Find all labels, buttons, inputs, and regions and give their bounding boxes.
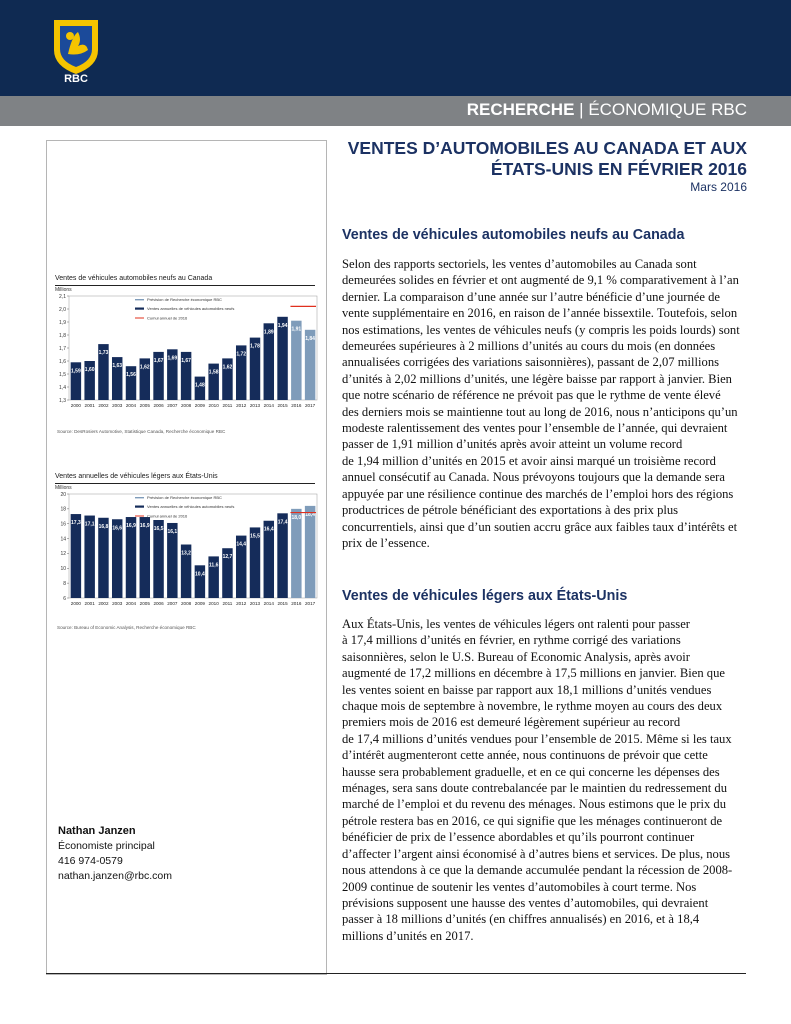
author-block xyxy=(58,824,172,884)
legend-label-history: Ventes annuelles de véhicules automobiles neufs xyxy=(147,504,235,509)
x-tick-label: 2001 xyxy=(84,601,95,606)
x-tick-label: 2004 xyxy=(125,403,137,408)
data-label: 1,63 xyxy=(112,363,123,370)
x-tick-label: 2016 xyxy=(291,601,302,606)
rbc-logo xyxy=(48,16,104,84)
bar xyxy=(195,565,205,598)
body-line: productrices de pétrole bénéficiant des exportations à des prix plus xyxy=(342,503,679,518)
data-label: 17,4 xyxy=(277,519,288,526)
data-label: 1,59 xyxy=(71,368,81,375)
legend-label-ytd: Cumul annuel de 2016 xyxy=(147,315,188,321)
data-label: 1,73 xyxy=(98,350,109,357)
data-label: 1,91 xyxy=(291,326,302,333)
body-line: premiers mois de 2016 est demeuré légèrement supérieur au record xyxy=(342,715,681,730)
x-tick-label: 2007 xyxy=(167,601,178,606)
body-line: concurrentiels, ainsi que d’un soutien accru grâce aux faibles taux d’intérêts et xyxy=(342,519,738,534)
x-tick-label: 2003 xyxy=(112,601,123,606)
legend-label-forecast: Prévision de Recherche économique RBC xyxy=(147,297,222,302)
bar xyxy=(291,509,301,598)
body-line: appuyée par une résilience continue des marchés de l’emploi hors des régions xyxy=(342,486,734,501)
legend-label-history: Ventes annuelles de véhicules automobiles neufs xyxy=(147,306,235,311)
y-tick-label: 1,7 xyxy=(59,345,66,352)
data-label: 14,4 xyxy=(236,541,247,548)
chart1-plot xyxy=(55,292,320,414)
body-line: hausse sera probablement graduelle, et en ce qui concerne les dépenses des xyxy=(342,764,720,779)
data-label: 1,60 xyxy=(84,367,95,373)
body-line: vente supplémentaire en 2016, en raison de l’année bissextile. Toutefois, selon xyxy=(342,306,738,321)
data-label: 11,6 xyxy=(208,562,219,569)
data-label: 13,2 xyxy=(181,550,191,557)
x-tick-label: 2009 xyxy=(194,601,206,606)
x-tick-label: 2013 xyxy=(249,601,261,606)
y-tick-label: 2,1 xyxy=(59,293,66,300)
x-tick-label: 2010 xyxy=(208,601,219,606)
x-tick-label: 2008 xyxy=(180,601,192,606)
x-tick-label: 2014 xyxy=(263,403,274,408)
x-tick-label: 2004 xyxy=(125,601,137,606)
body-line: des derniers mois se maintienne tout au long de 2016, nous n’anticipons qu’un xyxy=(342,404,738,419)
logo-text: RBC xyxy=(64,73,88,84)
body-line: saisonnières, selon le U.S. Bureau of Economic Analysis, après avoir xyxy=(342,649,691,664)
section2-heading: Ventes de véhicules légers aux États-Unis xyxy=(342,588,628,604)
data-label: 1,62 xyxy=(139,364,150,371)
body-line: d’intérêt augmenteront cette année, nous continuons de prévoir que cette xyxy=(342,748,708,763)
author-phone: 416 974-0579 xyxy=(58,855,123,867)
x-tick-label: 2013 xyxy=(249,403,261,408)
y-tick-label: 12 xyxy=(60,551,66,558)
x-tick-label: 2012 xyxy=(236,601,247,606)
data-label: 17,1 xyxy=(84,521,95,528)
section1-heading: Ventes de véhicules automobiles neufs au Canada xyxy=(342,227,685,243)
section-light: ÉCONOMIQUE RBC xyxy=(588,100,747,119)
body-line: passer de 1,91 million d’unités après avoir atteint un volume record xyxy=(342,437,683,452)
x-tick-label: 2003 xyxy=(112,403,123,408)
x-tick-label: 2002 xyxy=(98,403,109,408)
x-tick-label: 2005 xyxy=(139,601,150,606)
body-line: de 17,4 millions d’unités vendues pour l’ensemble de 2015. Même si les taux xyxy=(342,731,732,746)
body-line: à 17,4 millions d’unités en février, en rythme corrigé des variations xyxy=(342,633,681,648)
data-label: 18,4 xyxy=(305,511,315,518)
x-tick-label: 2011 xyxy=(222,403,233,408)
body-line: demeurées solides en février et ont augmenté de 9,1 % comparativement à l’an xyxy=(342,273,739,288)
body-line: nous attendons à ce que la demande accumulée pendant la récession de 2008- xyxy=(342,863,733,878)
y-tick-label: 2,0 xyxy=(59,306,66,313)
x-tick-label: 2001 xyxy=(84,403,95,408)
data-label: 1,84 xyxy=(305,335,315,342)
bar xyxy=(277,513,287,598)
section2-body xyxy=(342,616,750,944)
x-tick-label: 2006 xyxy=(153,403,164,408)
y-tick-label: 6 xyxy=(63,595,66,602)
chart1-source: Source: DesRosiers Automotive, Statistique Canada, Recherche économique RBC xyxy=(57,429,226,434)
x-tick-label: 2006 xyxy=(153,601,164,606)
bar xyxy=(126,517,136,598)
chart1-title: Ventes de véhicules automobiles neufs au Canada xyxy=(55,275,213,282)
chart2-source: Source: Bureau of Economic Analysis, Recherche économique RBC xyxy=(57,625,196,630)
body-line: d’unités à 2,02 millions d’unités, une légère baisse par rapport à janvier. Bien xyxy=(342,371,732,386)
chart1-title-rule xyxy=(55,285,315,286)
y-tick-label: 1,4 xyxy=(59,384,66,391)
bar xyxy=(84,516,94,598)
x-tick-label: 2017 xyxy=(304,403,316,408)
footer-rule xyxy=(46,973,746,974)
data-label: 1,58 xyxy=(208,369,219,376)
report-date: Mars 2016 xyxy=(690,180,747,194)
data-label: 1,67 xyxy=(181,357,191,364)
data-label: 16,6 xyxy=(112,525,123,532)
section1-body xyxy=(342,256,750,551)
report-title-line1: VENTES D’AUTOMOBILES AU CANADA ET AUX xyxy=(347,138,747,158)
data-label: 16,5 xyxy=(153,526,164,532)
bar xyxy=(305,506,315,598)
x-tick-label: 2011 xyxy=(222,601,233,606)
body-line: que notre scénario de référence ne prévoit pas que le rythme de vente élevé xyxy=(342,388,721,403)
report-title xyxy=(327,138,747,180)
body-line: Selon des rapports sectoriels, les ventes d’automobiles au Canada sont xyxy=(342,257,697,271)
section-bar xyxy=(0,96,791,126)
y-tick-label: 1,6 xyxy=(59,358,66,365)
body-line: pétrole restera bas en 2016, ce qui signifie que les ménages continueront de xyxy=(342,813,723,828)
y-tick-label: 10 xyxy=(60,566,66,573)
data-label: 15,5 xyxy=(250,533,260,540)
body-line: nos estimations, les ventes de véhicules neufs (y compris les poids lourds) sont xyxy=(342,322,740,337)
data-label: 1,89 xyxy=(263,329,274,336)
body-line: prévisions supposent une hausse des ventes d’automobiles, qui devraient xyxy=(342,895,709,910)
x-tick-label: 2007 xyxy=(167,403,178,408)
body-line: dernier. La comparaison d’une année sur l’autre bénéficie d’une journée de xyxy=(342,289,720,304)
author-role: Économiste principal xyxy=(58,840,155,852)
y-tick-label: 18 xyxy=(60,506,66,513)
y-tick-label: 16 xyxy=(60,521,66,528)
data-label: 1,62 xyxy=(222,364,233,371)
body-line: 2009 continue de soutenir les ventes d’automobiles à court terme. Nos xyxy=(342,879,697,894)
y-tick-label: 1,3 xyxy=(59,397,66,404)
x-tick-label: 2008 xyxy=(180,403,192,408)
x-tick-label: 2012 xyxy=(236,403,247,408)
y-tick-label: 8 xyxy=(63,580,66,587)
data-label: 1,94 xyxy=(277,322,288,329)
body-line: chaque mois de septembre à novembre, le rythme moyen au cours des deux xyxy=(342,699,723,714)
data-label: 18,0 xyxy=(291,514,302,521)
legend-swatch-forecast xyxy=(135,497,144,498)
report-title-line2: ÉTATS-UNIS EN FÉVRIER 2016 xyxy=(490,159,747,179)
y-tick-label: 14 xyxy=(60,536,66,543)
data-label: 1,56 xyxy=(126,372,136,379)
x-tick-label: 2016 xyxy=(291,403,302,408)
body-line: annualisées corrigées des variations saisonnières), passant de 2,07 millions xyxy=(342,355,720,370)
chart2-plot xyxy=(55,490,320,612)
bar xyxy=(71,514,81,598)
data-label: 16,1 xyxy=(167,528,178,535)
legend-swatch-history xyxy=(135,506,144,508)
x-tick-label: 2002 xyxy=(98,601,109,606)
body-line: prix de l’essence. xyxy=(342,535,430,550)
data-label: 10,4 xyxy=(195,571,205,578)
data-label: 16,9 xyxy=(126,523,136,530)
data-label: 1,72 xyxy=(236,351,247,358)
section-separator: | xyxy=(579,100,584,119)
data-label: 1,48 xyxy=(195,382,205,389)
legend-label-ytd: Cumul annuel de 2016 xyxy=(147,513,188,519)
author-email[interactable]: nathan.janzen@rbc.com xyxy=(58,870,172,882)
author-name: Nathan Janzen xyxy=(58,825,136,837)
data-label: 1,67 xyxy=(153,357,164,364)
legend-swatch-history xyxy=(135,308,144,310)
body-line: d’affecter l’argent ainsi économisé à d’autres biens et services. De plus, nous xyxy=(342,846,731,861)
x-tick-label: 2017 xyxy=(304,601,316,606)
x-tick-label: 2015 xyxy=(277,601,288,606)
body-line: ménages, sera sans doute contrebalancée par le maintien du redressement du xyxy=(342,781,728,796)
x-tick-label: 2010 xyxy=(208,403,219,408)
chart2-title-rule xyxy=(55,483,315,484)
body-line: annuel consécutif au Canada. Nous prévoyons toujours que la demande sera xyxy=(342,470,725,485)
body-line: demeurées supérieures à 2 millions d’unités au cours du mois (en données xyxy=(342,339,716,354)
body-line: marché de l’emploi et du revenu des ménages. Nous estimons que le prix du xyxy=(342,797,727,812)
x-tick-label: 2000 xyxy=(70,601,82,606)
data-label: 1,78 xyxy=(250,343,260,350)
body-line: de 1,94 million d’unités en 2015 et avoir ainsi marqué un troisième record xyxy=(342,453,716,468)
section-label xyxy=(467,100,747,120)
data-label: 17,3 xyxy=(71,520,81,527)
body-line: modeste ralentissement des ventes pour l’ensemble de l’année, qui devraient xyxy=(342,421,728,436)
x-tick-label: 2015 xyxy=(277,403,288,408)
legend-swatch-forecast xyxy=(135,299,144,300)
body-line: bénéficier de prix de l’essence abordables et qu’ils pourront continuer xyxy=(342,830,695,845)
data-label: 16,4 xyxy=(263,526,274,533)
legend-label-forecast: Prévision de Recherche économique RBC xyxy=(147,495,222,500)
body-line: augmenté de 17,2 millions en décembre à 17,5 millions en janvier. Bien que xyxy=(342,666,725,681)
body-line: millions d’unités en 2017. xyxy=(342,928,474,943)
bar xyxy=(140,517,150,598)
data-label: 16,8 xyxy=(98,523,109,530)
data-label: 12,7 xyxy=(222,554,233,561)
bar xyxy=(277,317,287,400)
top-banner xyxy=(0,0,791,104)
bar xyxy=(98,518,108,598)
chart1-units: Millions xyxy=(55,287,72,293)
y-tick-label: 1,5 xyxy=(59,371,66,378)
y-tick-label: 20 xyxy=(60,491,66,498)
body-line: Aux États-Unis, les ventes de véhicules légers ont ralenti pour passer xyxy=(342,617,690,631)
body-line: passer à 18 millions d’unités (en chiffres annualisés) en 2016, et à 18,4 xyxy=(342,912,700,927)
x-tick-label: 2005 xyxy=(139,403,150,408)
body-line: les ventes soient en baisse par rapport aux 18,1 millions d’unités vendues xyxy=(342,682,712,697)
chart2-units: Millions xyxy=(55,485,72,491)
x-tick-label: 2009 xyxy=(194,403,206,408)
data-label: 16,9 xyxy=(139,523,150,530)
section-bold: RECHERCHE xyxy=(466,100,575,119)
x-tick-label: 2000 xyxy=(70,403,82,408)
chart2-title: Ventes annuelles de véhicules légers aux États-Unis xyxy=(55,473,218,480)
x-tick-label: 2014 xyxy=(263,601,274,606)
y-tick-label: 1,9 xyxy=(59,319,66,326)
data-label: 1,69 xyxy=(167,355,178,362)
y-tick-label: 1,8 xyxy=(59,332,66,339)
